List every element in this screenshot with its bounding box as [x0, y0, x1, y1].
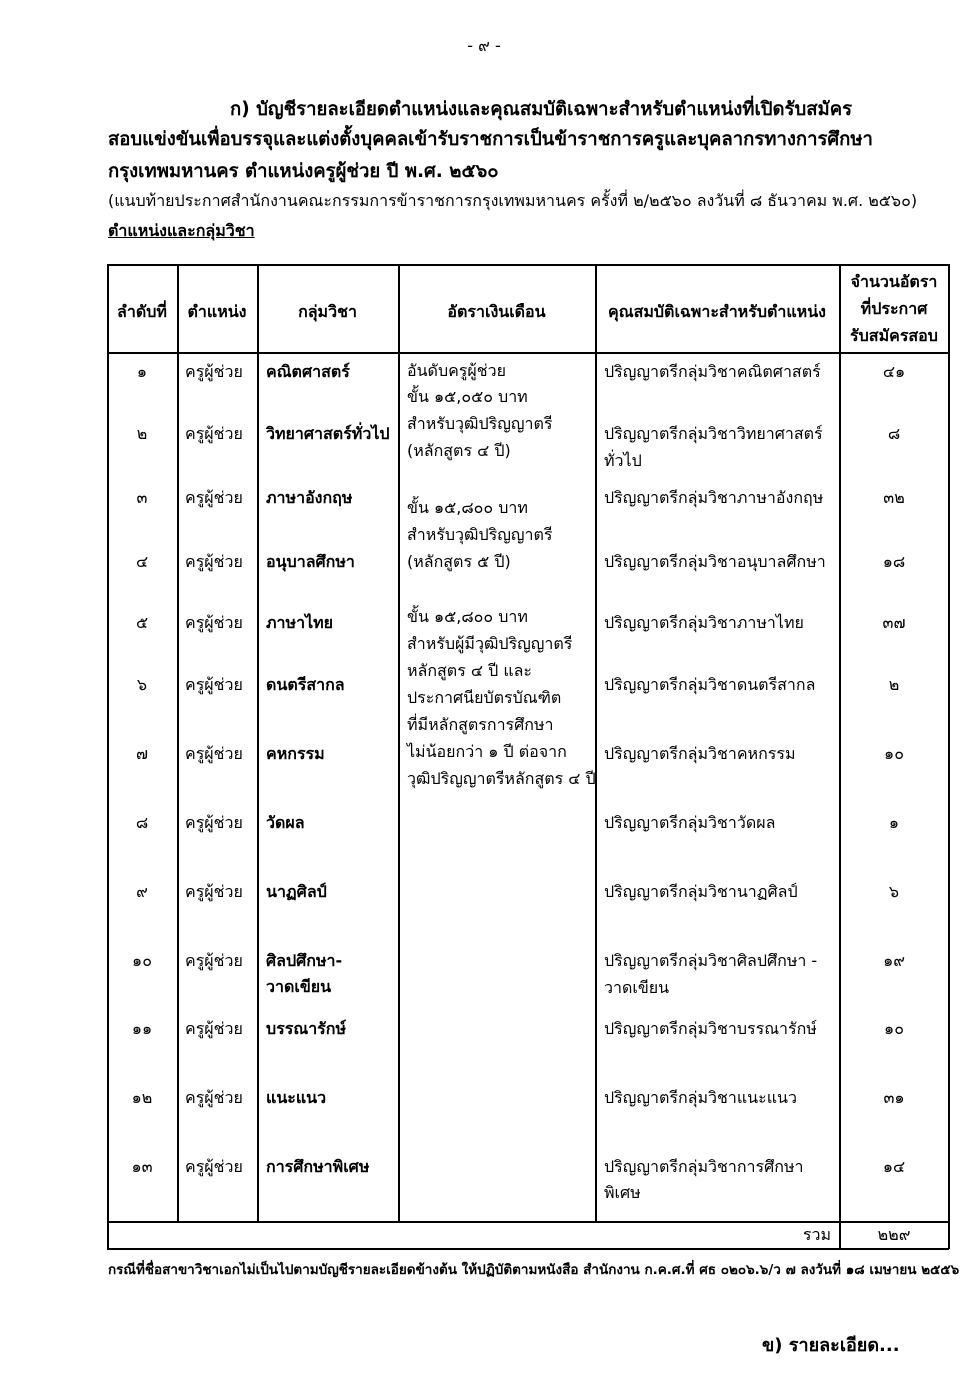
header-count-line-1: จำนวนอัตรา [850, 272, 938, 291]
row-number: ๒ [136, 424, 148, 443]
row-subject: วิทยาศาสตร์ทั่วไป [266, 424, 390, 443]
row-subject: การศึกษาพิเศษ [266, 1157, 370, 1176]
row-number: ๑๐ [132, 951, 152, 970]
row-count: ๓๒ [883, 488, 905, 507]
total-value: ๒๒๙ [877, 1225, 911, 1244]
row-position: ครูผู้ช่วย [185, 552, 243, 571]
row-qualification: ปริญญาตรีกลุ่มวิชาแนะแนว [604, 1088, 797, 1107]
row-count: ๑๘ [882, 552, 906, 571]
heading-line-2: สอบแข่งขันเพื่อบรรจุและแต่งตั้งบุคคลเข้ารับราชการเป็นข้าราชการครูและบุคลากรทางการศึกษา [108, 129, 873, 150]
row-subject: อนุบาลศึกษา [266, 552, 355, 571]
row-count: ๔๑ [882, 362, 906, 381]
row-position: ครูผู้ช่วย [185, 488, 243, 507]
row-count: ๓๑ [883, 1088, 905, 1107]
col-divider-4 [595, 264, 597, 1222]
row-subject: ศิลปศึกษา- [266, 951, 343, 970]
heading-line-3: กรุงเทพมหานคร ตำแหน่งครูผู้ช่วย ปี พ.ศ. ๒๕๖๐ [108, 161, 499, 182]
total-label: รวม [802, 1225, 831, 1244]
row-count: ๒ [888, 675, 900, 694]
row-count: ๖ [888, 882, 900, 901]
row-subject: วัดผล [266, 813, 305, 832]
salary-line: ไม่น้อยกว่า ๑ ปี ต่อจาก [407, 742, 567, 761]
row-number: ๖ [136, 675, 148, 694]
row-qualification: ปริญญาตรีกลุ่มวิชาภาษาอังกฤษ [604, 488, 824, 507]
salary-line: ประกาศนียบัตรบัณฑิต [407, 688, 562, 707]
row-position: ครูผู้ช่วย [185, 424, 243, 443]
col-divider-1 [177, 264, 179, 1222]
row-number: ๕ [135, 613, 149, 632]
salary-line: สำหรับวุฒิปริญญาตรี [407, 414, 553, 433]
row-number: ๗ [135, 744, 149, 763]
salary-line: ที่มีหลักสูตรการศึกษา [407, 715, 554, 734]
row-qualification: ปริญญาตรีกลุ่มวิชาวัดผล [604, 813, 776, 832]
row-subject: แนะแนว [266, 1088, 327, 1107]
salary-line: วุฒิปริญญาตรีหลักสูตร ๔ ปี [407, 769, 596, 788]
header-count-line-3: รับสมัครสอบ [850, 326, 938, 345]
row-number: ๑๒ [131, 1088, 153, 1107]
row-position: ครูผู้ช่วย [185, 675, 243, 694]
row-count: ๘ [887, 424, 901, 443]
continued-label: ข) รายละเอียด... [762, 1335, 900, 1356]
row-qualification: ปริญญาตรีกลุ่มวิชานาฏศิลป์ [604, 882, 798, 901]
row-number: ๑๓ [131, 1157, 153, 1176]
row-position: ครูผู้ช่วย [185, 813, 243, 832]
row-qualification: ปริญญาตรีกลุ่มวิชาการศึกษาพิเศษ [604, 1157, 804, 1202]
row-subject: คณิตศาสตร์ [266, 362, 350, 381]
row-count: ๑๙ [883, 951, 905, 970]
row-number: ๑ [136, 362, 148, 381]
row-position: ครูผู้ช่วย [185, 744, 243, 763]
row-count: ๑๐ [884, 1019, 904, 1038]
col-divider-3 [398, 264, 400, 1222]
salary-line: (หลักสูตร ๕ ปี) [407, 552, 511, 571]
heading-line-1: ก) บัญชีรายละเอียดตำแหน่งและคุณสมบัติเฉพาะสำหรับตำแหน่งที่เปิดรับสมัคร [230, 99, 853, 120]
header-count [839, 268, 949, 349]
row-qualification: ปริญญาตรีกลุ่มวิชาบรรณารักษ์ [604, 1019, 817, 1038]
row-number: ๓ [136, 488, 148, 507]
row-qualification-line-2: ทั่วไป [604, 451, 642, 470]
salary-line: สำหรับวุฒิปริญญาตรี [407, 525, 553, 544]
table-border-top [107, 264, 949, 266]
row-position: ครูผู้ช่วย [185, 613, 243, 632]
salary-line: ขั้น ๑๕,๐๕๐ บาท [407, 387, 528, 406]
salary-line: ขั้น ๑๕,๘๐๐ บาท [407, 607, 528, 626]
attachment-note: (แนบท้ายประกาศสำนักงานคณะกรรมการข้าราชการกรุงเทพมหานคร ครั้งที่ ๒/๒๕๖๐ ลงวันที่ ๘ ธันวาคม พ.ศ. ๒๕๖๐) [108, 191, 918, 210]
row-qualification: ปริญญาตรีกลุ่มวิชาศิลปศึกษา - [604, 951, 818, 970]
table-border-bottom [107, 1248, 949, 1250]
salary-line: อันดับครูผู้ช่วย [407, 361, 506, 380]
row-subject: บรรณารักษ์ [266, 1019, 346, 1038]
salary-line: ขั้น ๑๕,๘๐๐ บาท [407, 498, 528, 517]
salary-line: (หลักสูตร ๔ ปี) [407, 441, 511, 460]
header-qualification: คุณสมบัติเฉพาะสำหรับตำแหน่ง [608, 302, 826, 321]
section-title: ตำแหน่งและกลุ่มวิชา [108, 221, 255, 240]
table-header-rule [107, 352, 949, 354]
row-position: ครูผู้ช่วย [185, 1019, 243, 1038]
header-position: ตำแหน่ง [187, 302, 247, 321]
row-position: ครูผู้ช่วย [185, 362, 243, 381]
row-qualification: ปริญญาตรีกลุ่มวิชาดนตรีสากล [604, 675, 816, 694]
row-position: ครูผู้ช่วย [185, 951, 243, 970]
header-count-line-2: ที่ประกาศ [860, 299, 928, 318]
positions-table [107, 264, 949, 1249]
row-subject: ดนตรีสากล [266, 675, 345, 694]
col-divider-2 [257, 264, 259, 1222]
salary-line: หลักสูตร ๔ ปี และ [407, 661, 533, 680]
header-no: ลำดับที่ [117, 302, 167, 321]
row-count: ๑๔ [882, 1157, 906, 1176]
row-qualification: ปริญญาตรีกลุ่มวิชาคหกรรม [604, 744, 796, 763]
row-count: ๑๐ [884, 744, 904, 763]
row-qualification-line-2: วาดเขียน [604, 978, 670, 997]
row-count: ๑ [888, 813, 900, 832]
row-position: ครูผู้ช่วย [185, 1088, 243, 1107]
header-salary: อัตราเงินเดือน [447, 302, 546, 321]
row-position: ครูผู้ช่วย [185, 882, 243, 901]
row-qualification: ปริญญาตรีกลุ่มวิชาภาษาไทย [604, 613, 804, 632]
row-number: ๔ [135, 552, 149, 571]
row-number: ๘ [135, 813, 149, 832]
row-qualification: ปริญญาตรีกลุ่มวิชาอนุบาลศึกษา [604, 552, 826, 571]
page-number: - ๙ - [467, 36, 501, 55]
row-qualification: ปริญญาตรีกลุ่มวิชาคณิตศาสตร์ [604, 362, 821, 381]
row-qualification: ปริญญาตรีกลุ่มวิชาวิทยาศาสตร์ [604, 424, 823, 443]
row-position: ครูผู้ช่วย [185, 1157, 243, 1176]
row-subject: ภาษาอังกฤษ [266, 488, 353, 507]
row-subject: คหกรรม [266, 744, 325, 763]
row-number: ๑๑ [131, 1019, 153, 1038]
header-subject: กลุ่มวิชา [298, 302, 357, 321]
row-subject: นาฏศิลป์ [266, 882, 327, 901]
row-subject-line-2: วาดเขียน [266, 977, 332, 996]
row-subject: ภาษาไทย [266, 613, 334, 632]
footer-note: กรณีที่ชื่อสาขาวิชาเอกไม่เป็นไปตามบัญชีรายละเอียดข้างต้น ให้ปฏิบัติตามหนังสือ สำนักงาน ก.ค.ศ.ที่ ศธ ๐๒๐๖.๖/ว ๗ ลงวันที่ ๑๘ เมษายน ๒๕๕๖ [108, 1262, 960, 1278]
row-count: ๓๗ [882, 613, 906, 632]
salary-line: สำหรับผู้มีวุฒิปริญญาตรี [407, 634, 573, 653]
row-number: ๙ [136, 882, 148, 901]
